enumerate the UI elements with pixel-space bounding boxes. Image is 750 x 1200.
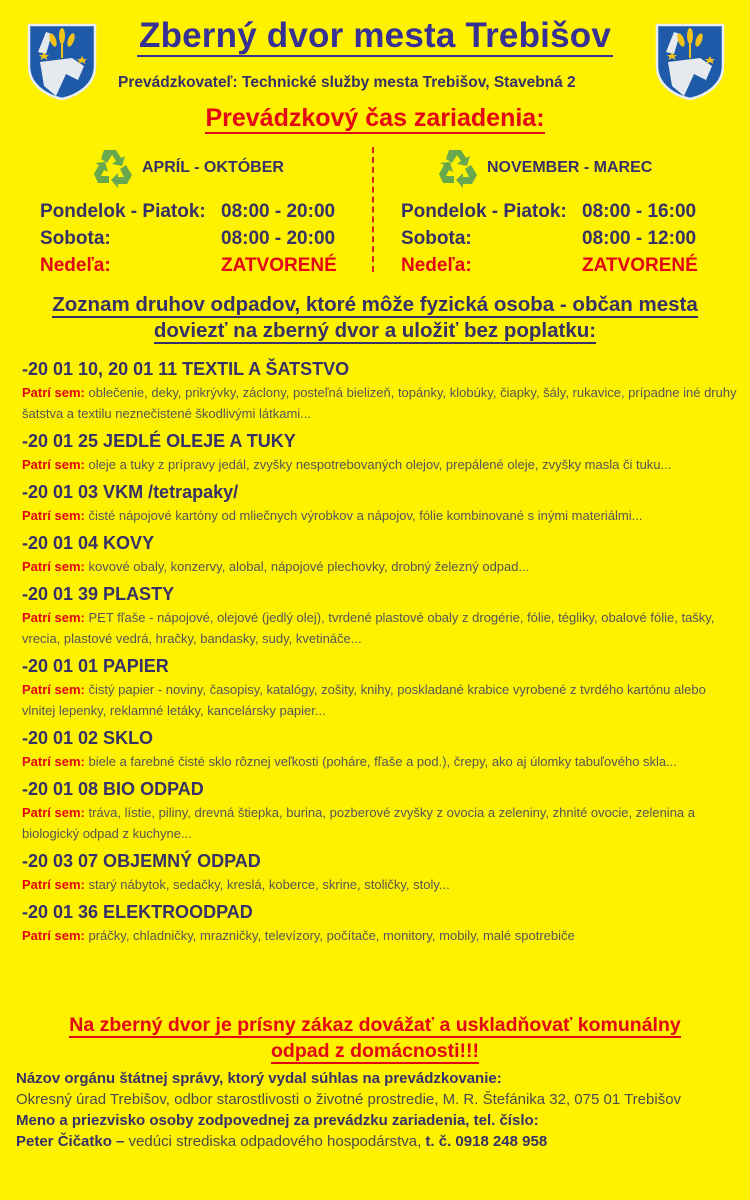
opening-hours-heading: Prevádzkový čas zariadenia: [205,104,545,132]
season-divider [372,147,374,272]
waste-code: -20 01 02 SKLO [22,728,154,748]
schedule-november-march [401,198,698,279]
waste-item [22,848,738,895]
schedule-row: Sobota: 08:00 - 12:00 [401,228,697,249]
waste-item [22,725,738,772]
waste-item [22,776,738,844]
waste-list-heading: Zoznam druhov odpadov, ktoré môže fyzická osoba - občan mesta doviezť na zberný dvor a uložiť bez poplatku: [52,293,698,342]
waste-description: Patrí sem: PET fľaše - nápojové, olejové (jedlý olej), tvrdené plastové obaly z drogérie, fólie, tégliky, obalové fólie, tašky, vrecia, plastové vedrá, hračky, bandasky, sudy, kvetináče... [22,610,715,646]
schedule-april-october [40,198,337,279]
waste-code: -20 01 04 KOVY [22,533,155,553]
waste-description: Patrí sem: čisté nápojové kartóny od mliečnych výrobkov a nápojov, fólie kombinované s inými materiálmi... [22,508,643,523]
waste-code: -20 01 03 VKM /tetrapaky/ [22,482,239,502]
season-name: APRÍL - OKTÓBER [142,159,284,176]
schedule-row-closed: Nedeľa: ZATVORENÉ [40,255,337,276]
waste-description: Patrí sem: biele a farebné čisté sklo rôznej veľkosti (poháre, fľaše a pod.), črepy, ako aj úlomky tabuľového skla... [22,754,677,769]
waste-item [22,479,738,526]
waste-description: Patrí sem: starý nábytok, sedačky, kreslá, koberce, skrine, stoličky, stoly... [22,877,450,892]
responsible-person: Peter Čičatko – vedúci strediska odpadového hospodárstva, t. č. 0918 248 958 [16,1133,548,1150]
waste-description: Patrí sem: práčky, chladničky, mrazničky, televízory, počítače, monitory, mobily, malé spotrebiče [22,928,575,943]
waste-code: -20 03 07 OBJEMNÝ ODPAD [22,851,261,871]
page-title: Zberný dvor mesta Trebišov [138,16,612,55]
waste-code: -20 01 39 PLASTY [22,584,175,604]
footer-info [16,1068,746,1152]
waste-code: -20 01 01 PAPIER [22,656,169,676]
operator-info: Prevádzkovateľ: Technické služby mesta Trebišov, Stavebná 2 [118,74,576,91]
waste-item [22,581,738,649]
waste-item [22,530,738,577]
schedule-row: Pondelok - Piatok: 08:00 - 20:00 [40,201,336,222]
waste-code: -20 01 25 JEDLÉ OLEJE A TUKY [22,431,296,451]
waste-code: -20 01 36 ELEKTROODPAD [22,902,253,922]
waste-list [22,356,738,950]
waste-item [22,356,738,424]
waste-item [22,653,738,721]
season-header [90,146,284,190]
season-name: NOVEMBER - MAREC [487,159,653,176]
recycle-icon [435,146,479,190]
waste-description: Patrí sem: oleje a tuky z prípravy jedál, zvyšky nespotrebovaných olejov, prepálené oleje, zvyšky masla či tuku... [22,457,672,472]
waste-item [22,428,738,475]
recycle-icon [90,146,134,190]
authority-value: Okresný úrad Trebišov, odbor starostlivosti o životné prostredie, M. R. Štefánika 32, 075 01 Trebišov [16,1091,682,1108]
waste-description: Patrí sem: oblečenie, deky, prikrývky, záclony, posteľná bielizeň, topánky, klobúky, čiapky, šály, rukavice, prípadne iné druhy šatstva a textilu neznečistené škodlivými látkami... [22,385,737,421]
waste-description: Patrí sem: čistý papier - noviny, časopisy, katalógy, zošity, knihy, poskladané krabice vyrobené z tvrdého kartónu alebo vlnitej lepenky, reklamné letáky, kancelársky papier... [22,682,706,718]
schedule-row: Sobota: 08:00 - 20:00 [40,228,336,249]
schedule-row-closed: Nedeľa: ZATVORENÉ [401,255,698,276]
waste-description: Patrí sem: kovové obaly, konzervy, alobal, nápojové plechovky, drobný železný odpad... [22,559,530,574]
waste-description: Patrí sem: tráva, lístie, piliny, drevná štiepka, burina, pozberové zvyšky z ovocia a zeleniny, zhnité ovocie, zelenina a biologický odpad z kuchyne... [22,805,695,841]
schedule-row: Pondelok - Piatok: 08:00 - 16:00 [401,201,697,222]
prohibition-notice: Na zberný dvor je prísny zákaz dovážať a uskladňovať komunálny odpad z domácnosti!!! [69,1014,681,1062]
waste-code: -20 01 08 BIO ODPAD [22,779,204,799]
waste-code: -20 01 10, 20 01 11 TEXTIL A ŠATSTVO [22,359,350,379]
phone-number: t. č. 0918 248 958 [425,1133,548,1150]
waste-item [22,899,738,946]
season-header [435,146,652,190]
responsible-person-label: Meno a priezvisko osoby zodpovednej za prevádzku zariadenia, tel. číslo: [16,1112,539,1129]
authority-label: Názov orgánu štátnej správy, ktorý vydal súhlas na prevádzkovanie: [16,1070,502,1087]
